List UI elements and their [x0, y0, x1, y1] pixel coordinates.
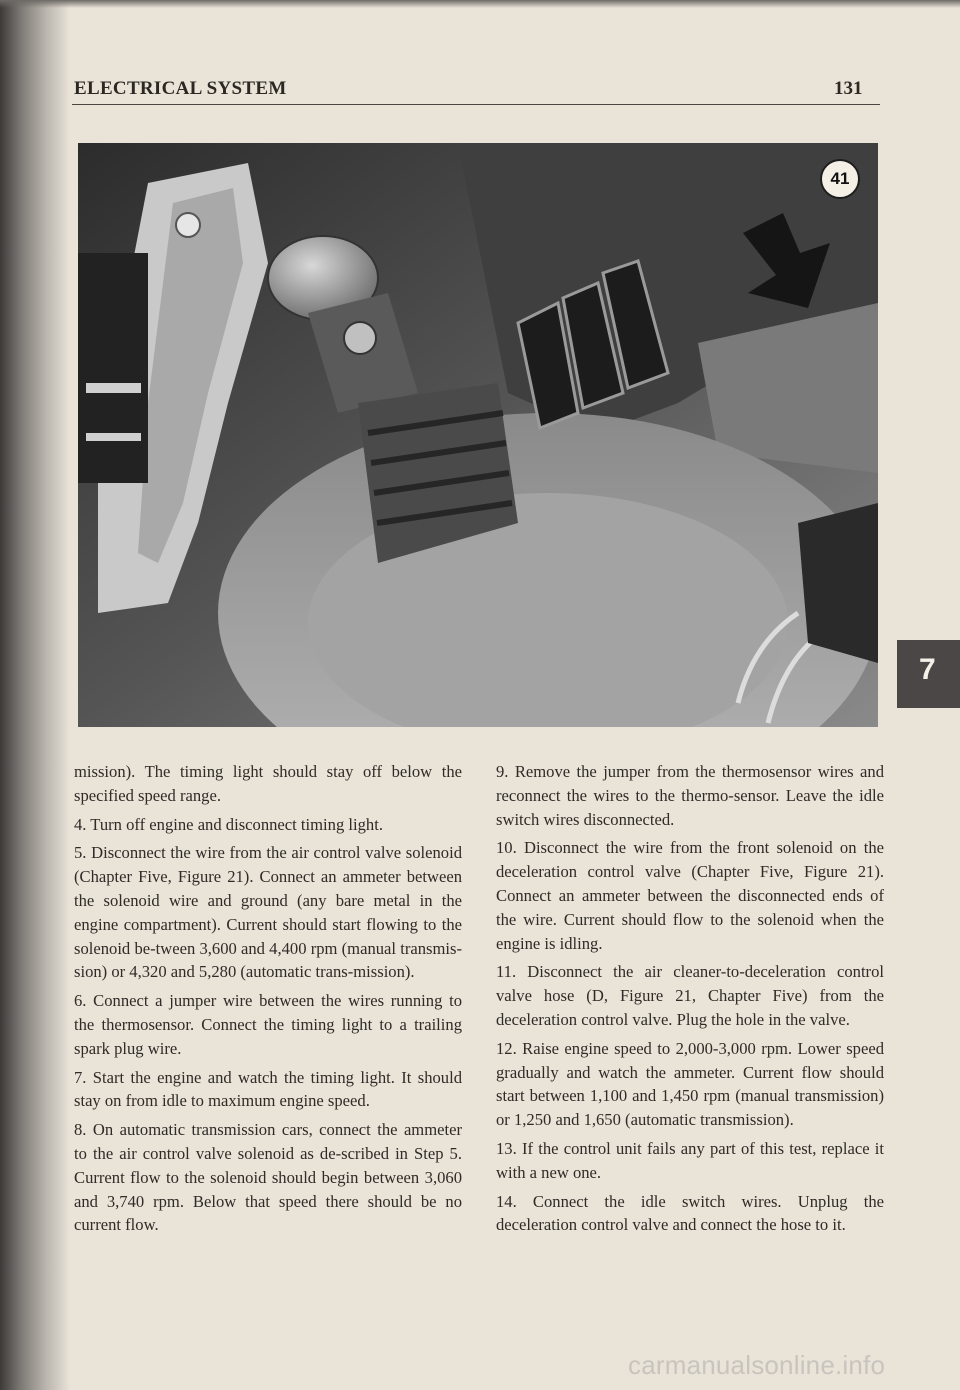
engine-photo: [78, 143, 878, 727]
watermark: carmanualsonline.info: [628, 1350, 886, 1380]
paragraph: 12. Raise engine speed to 2,000-3,000 rpm. Lower speed gradually and watch the ammeter. Current flow should start between 1,100 and 1,450 rpm (manual transmission) or 1,250 and 1,650 (automatic transmission).: [496, 1038, 884, 1130]
chapter-tab: [897, 640, 960, 708]
paragraph: 8. On automatic transmission cars, connect the ammeter to the air control valve solenoid as de-scribed in Step 5. Current flow to the solenoid should begin between 3,060 and 3,740 rpm. Below that speed there should be no current flow.: [74, 1120, 462, 1235]
paragraph: 7. Start the engine and watch the timing light. It should stay on from idle to maximum engine speed.: [74, 1067, 462, 1111]
page-number: 131: [834, 78, 863, 99]
chapter-tab-number: 7: [919, 653, 936, 686]
paragraph: 10. Disconnect the wire from the front solenoid on the deceleration control valve (Chapter Five, Figure 21). Connect an ammeter between the disconnected ends of the wire. Current should flow to the solenoid when the engine is idling.: [496, 838, 884, 953]
page-top-shadow: [0, 0, 960, 8]
right-text-column: [496, 760, 884, 1242]
paragraph: mission). The timing light should stay off below the specified speed range.: [74, 762, 462, 805]
page-binding-shadow: [0, 0, 70, 1390]
paragraph: 13. If the control unit fails any part of this test, replace it with a new one.: [496, 1138, 884, 1182]
paragraph: 11. Disconnect the air cleaner-to-deceleration control valve hose (D, Figure 21, Chapter Five) from the deceleration control valve. Plug the hole in the valve.: [496, 962, 884, 1029]
header-rule: [72, 104, 880, 105]
paragraph: 9. Remove the jumper from the thermosensor wires and reconnect the wires to the thermo-sensor. Leave the idle switch wires disconnected.: [496, 762, 884, 829]
figure-number-badge: 41: [820, 159, 860, 199]
section-title: ELECTRICAL SYSTEM: [74, 78, 287, 99]
paragraph: 5. Disconnect the wire from the air control valve solenoid (Chapter Five, Figure 21). Connect an ammeter between the solenoid wire and ground (any bare metal in the engine compartment). Current should start flowing to the solenoid be-tween 3,600 and 4,400 rpm (manual transmis-sion) or 4,320 and 5,280 (automatic trans-mission).: [74, 843, 462, 982]
paragraph: 14. Connect the idle switch wires. Unplug the deceleration control valve and connect the hose to it.: [496, 1191, 884, 1235]
left-text-column: [74, 760, 462, 1242]
paragraph: 6. Connect a jumper wire between the wires running to the thermosensor. Connect the timing light to a trailing spark plug wire.: [74, 991, 462, 1058]
paragraph: 4. Turn off engine and disconnect timing light.: [74, 814, 383, 834]
engine-photo-illustration: [78, 143, 878, 727]
